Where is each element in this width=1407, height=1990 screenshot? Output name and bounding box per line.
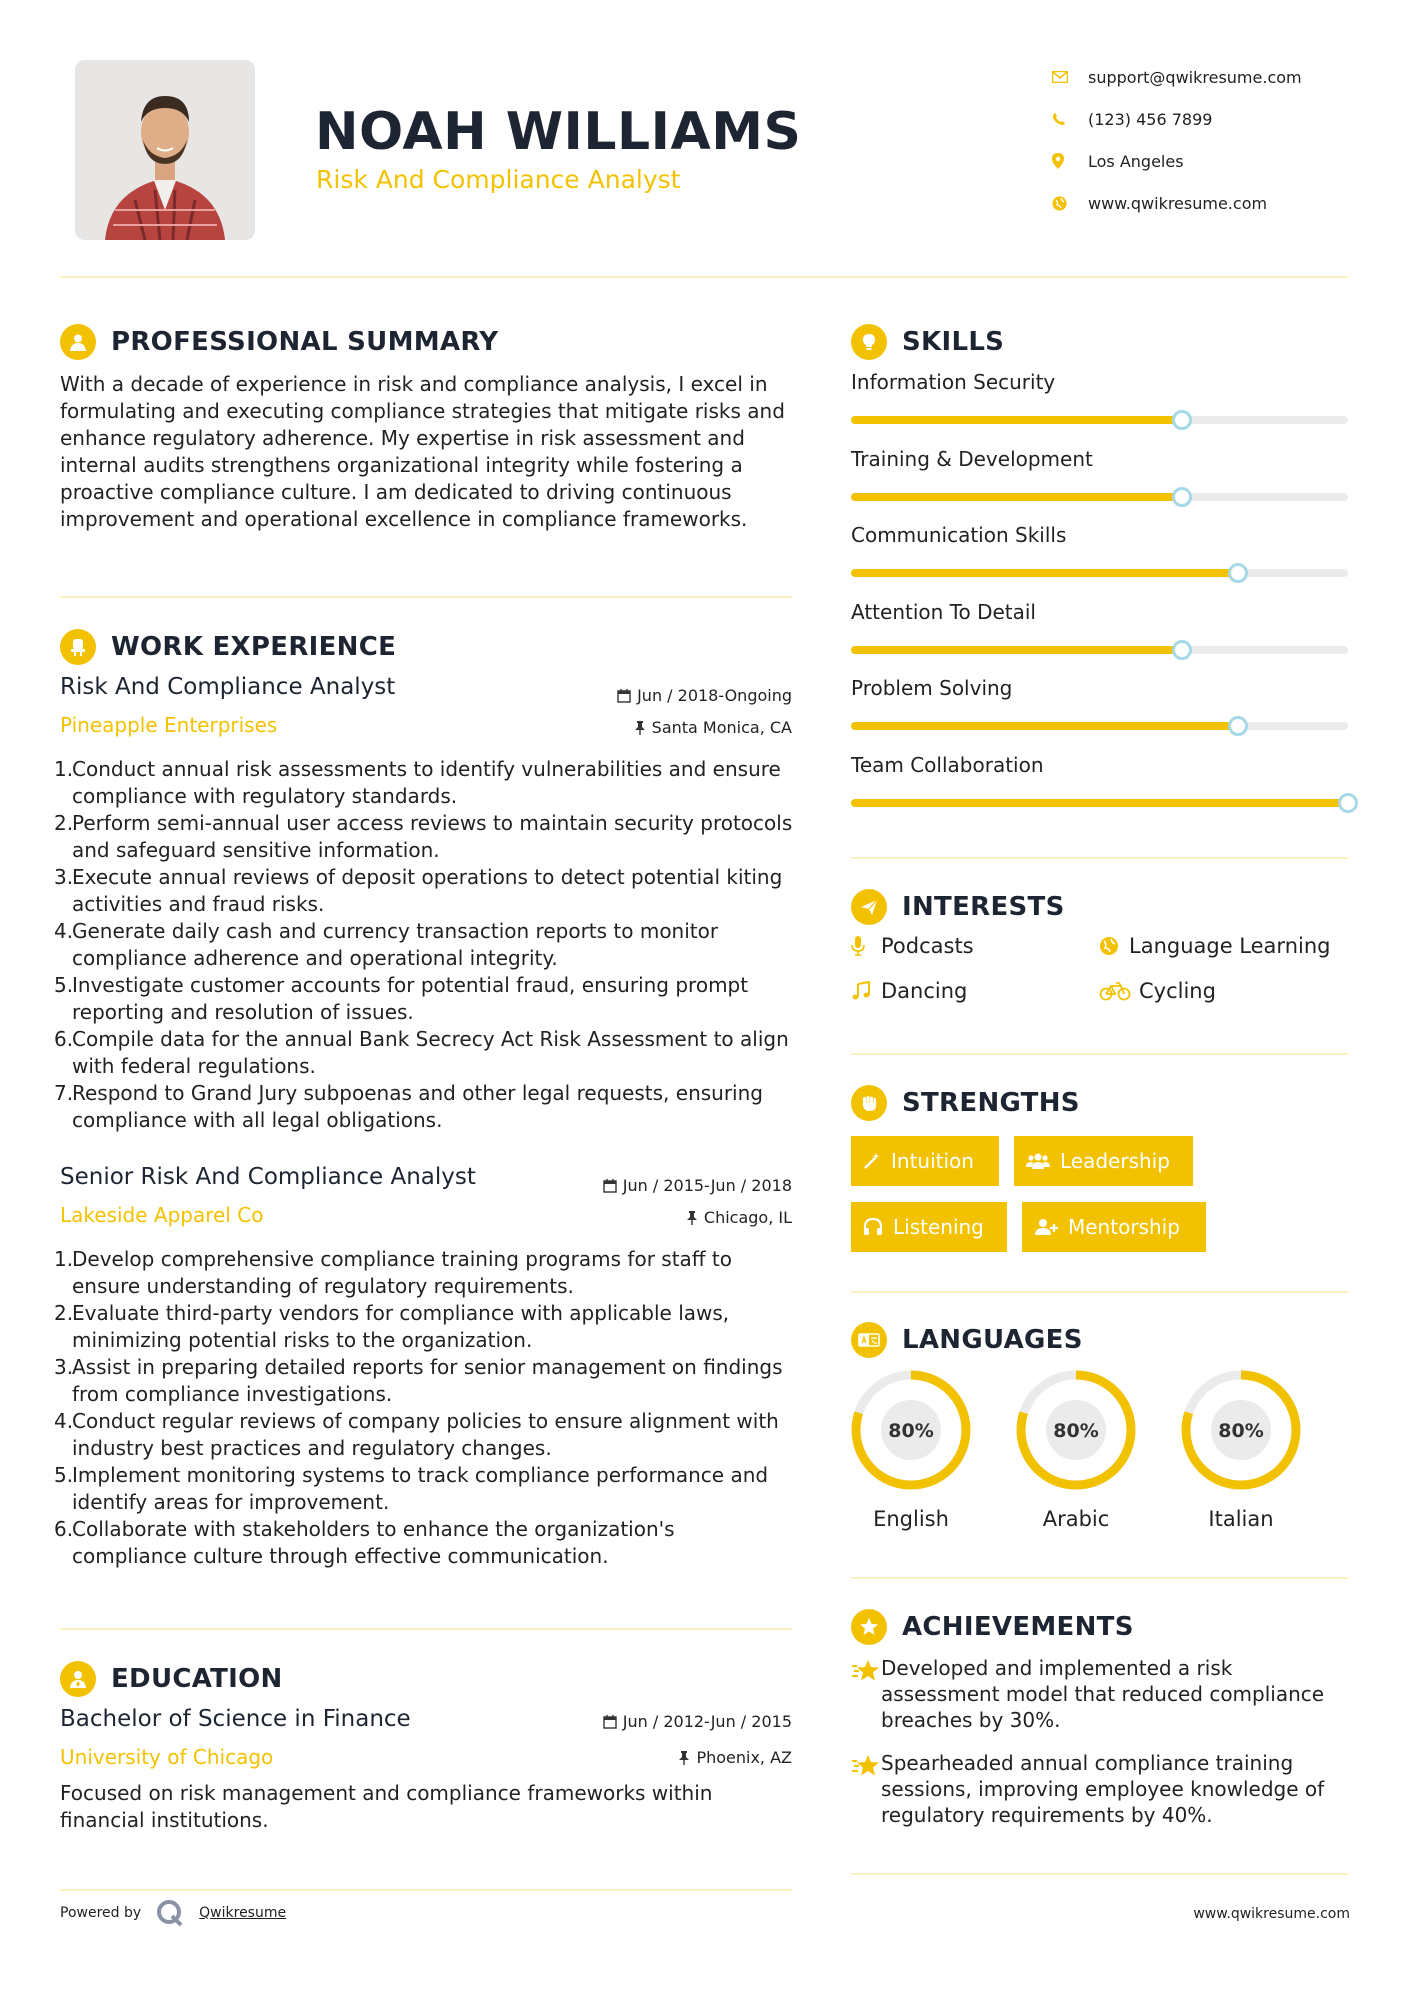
strength-label: Mentorship <box>1068 1215 1180 1239</box>
contact-location <box>1050 140 1380 182</box>
language-ring <box>1015 1369 1137 1491</box>
job-1-location <box>634 718 792 737</box>
calendar-icon <box>617 689 631 703</box>
skill-bar-knob[interactable] <box>1228 563 1248 583</box>
education-location <box>678 1748 792 1767</box>
summary-heading <box>60 324 498 360</box>
contact-website-text: www.qwikresume.com <box>1088 193 1268 213</box>
skill-bar-fill <box>851 569 1238 577</box>
star-badge-icon <box>851 1609 887 1645</box>
interest-label: Language Learning <box>1129 934 1331 958</box>
skill-bar <box>851 493 1348 501</box>
contact-email-text: support@qwikresume.com <box>1088 67 1302 87</box>
strength-badge <box>851 1202 1007 1252</box>
education-heading <box>60 1661 283 1697</box>
education-entry <box>60 1706 792 1846</box>
summary-divider <box>60 596 792 598</box>
skill-bar-fill <box>851 722 1238 730</box>
education-date-text: Jun / 2012-Jun / 2015 <box>622 1712 792 1731</box>
list-item: 5.Investigate customer accounts for potential fraud, ensuring prompt reporting and resolution of issues. <box>54 973 749 1024</box>
skill-label: Training & Development <box>851 447 1093 471</box>
achievement-text: Developed and implemented a risk assessment model that reduced compliance breaches by 30%. <box>881 1656 1325 1732</box>
achievement-item <box>851 1655 1348 1733</box>
pushpin-icon <box>634 721 646 735</box>
candidate-title: Risk And Compliance Analyst <box>316 165 681 194</box>
language-ring <box>850 1369 972 1491</box>
contact-location-text: Los Angeles <box>1088 151 1184 171</box>
strengths-divider <box>851 1291 1348 1293</box>
calendar-icon <box>603 1715 617 1729</box>
skill-bar-knob[interactable] <box>1172 410 1192 430</box>
skill-label: Communication Skills <box>851 523 1067 547</box>
skill-label: Attention To Detail <box>851 600 1036 624</box>
job-2-duties <box>54 1246 794 1570</box>
contact-phone-text: (123) 456 7899 <box>1088 109 1213 129</box>
language-arabic <box>1015 1369 1137 1531</box>
strength-badge <box>851 1136 999 1186</box>
skill-bar-fill <box>851 799 1348 807</box>
achievement-text: Spearheaded annual compliance training sessions, improving employee knowledge of regulatory requirements by 40%. <box>881 1751 1325 1827</box>
profile-photo <box>75 60 255 240</box>
pushpin-icon <box>686 1211 698 1225</box>
experience-title: WORK EXPERIENCE <box>111 632 397 662</box>
skill-label: Team Collaboration <box>851 753 1044 777</box>
magic-wand-icon <box>863 1152 881 1170</box>
languages-heading <box>851 1322 1083 1358</box>
language-italian <box>1180 1369 1302 1531</box>
paper-plane-icon <box>851 889 887 925</box>
achievements-title: ACHIEVEMENTS <box>902 1612 1134 1642</box>
experience-heading <box>60 629 396 665</box>
candidate-name: NOAH WILLIAMS <box>315 102 802 162</box>
education-date <box>603 1712 792 1731</box>
contact-phone[interactable] <box>1050 98 1380 140</box>
header-divider <box>60 276 1348 278</box>
education-location-text: Phoenix, AZ <box>696 1748 792 1767</box>
summary-title: PROFESSIONAL SUMMARY <box>111 327 499 357</box>
interest-label: Dancing <box>881 979 968 1003</box>
skills-divider <box>851 857 1348 859</box>
job-2 <box>54 1164 792 1584</box>
list-item: 2.Evaluate third-party vendors for compliance with applicable laws, minimizing potential risks to the organization. <box>54 1301 730 1352</box>
language-ring <box>1180 1369 1302 1491</box>
pushpin-icon <box>678 1751 690 1765</box>
skill-bar-fill <box>851 493 1182 501</box>
contact-email[interactable] <box>1050 56 1380 98</box>
skill-bar <box>851 646 1348 654</box>
globe-icon <box>1099 936 1129 956</box>
skill-bar-knob[interactable] <box>1228 716 1248 736</box>
skill-bar <box>851 799 1348 807</box>
lightbulb-icon <box>851 324 887 360</box>
phone-icon <box>1050 112 1088 126</box>
language-english <box>850 1369 972 1531</box>
interest-label: Cycling <box>1139 979 1216 1003</box>
achievement-item <box>851 1750 1348 1828</box>
education-title: EDUCATION <box>111 1664 283 1694</box>
education-school: University of Chicago <box>60 1745 274 1769</box>
job-1-date <box>617 686 792 705</box>
skill-bar-knob[interactable] <box>1172 640 1192 660</box>
languages-title: LANGUAGES <box>902 1325 1083 1355</box>
interests-title: INTERESTS <box>902 892 1065 922</box>
job-1-duties <box>54 756 794 1134</box>
language-percent: 80% <box>1053 1420 1099 1442</box>
interest-podcasts <box>851 934 974 958</box>
job-1 <box>54 674 793 1144</box>
graduate-icon <box>60 1661 96 1697</box>
skills-title: SKILLS <box>902 327 1005 357</box>
strength-badge <box>1014 1136 1193 1186</box>
microphone-icon <box>851 936 881 956</box>
job-2-company: Lakeside Apparel Co <box>60 1203 264 1227</box>
music-note-icon <box>851 981 881 1001</box>
list-item: 1.Develop comprehensive compliance training programs for staff to ensure understanding of regulatory requirements. <box>54 1247 733 1298</box>
list-item: 4.Generate daily cash and currency transaction reports to monitor compliance adherence and operational integrity. <box>54 919 719 970</box>
list-item: 3.Execute annual reviews of deposit operations to detect potential kiting activities and fraud risks. <box>54 865 783 916</box>
skill-bar <box>851 569 1348 577</box>
skill-bar-fill <box>851 416 1182 424</box>
envelope-icon <box>1050 71 1088 83</box>
education-divider <box>60 1889 792 1891</box>
strength-label: Listening <box>893 1215 984 1239</box>
footer-website[interactable]: www.qwikresume.com <box>1193 1906 1350 1922</box>
user-plus-icon <box>1034 1218 1058 1236</box>
list-item: 3.Assist in preparing detailed reports for senior management on findings from compliance investigations. <box>54 1355 783 1406</box>
list-item: 6.Collaborate with stakeholders to enhance the organization's compliance culture through effective communication. <box>54 1517 675 1568</box>
language-name: Arabic <box>1042 1507 1110 1531</box>
interests-heading <box>851 889 1065 925</box>
star-icon <box>851 1655 881 1733</box>
job-1-date-text: Jun / 2018-Ongoing <box>637 686 792 705</box>
user-icon <box>60 324 96 360</box>
headphones-icon <box>863 1218 883 1236</box>
list-item: 5.Implement monitoring systems to track compliance performance and identify areas for improvement. <box>54 1463 769 1514</box>
list-item: 4.Conduct regular reviews of company policies to ensure alignment with industry best practices and regulatory changes. <box>54 1409 779 1460</box>
education-degree: Bachelor of Science in Finance <box>60 1706 411 1732</box>
strengths-heading <box>851 1085 1080 1121</box>
summary-text: With a decade of experience in risk and compliance analysis, I excel in formulating and executing compliance strategies that mitigate risks and enhance regulatory adherence. My expertise in risk assessment and internal audits strengthens organizational integrity while fostering a proactive compliance culture. I am dedicated to driving continuous improvement and operational excellence in compliance frameworks. <box>60 372 785 531</box>
strength-label: Leadership <box>1060 1149 1170 1173</box>
experience-divider <box>60 1628 792 1630</box>
skills-heading <box>851 324 1004 360</box>
contact-website[interactable] <box>1050 182 1380 224</box>
language-percent: 80% <box>1218 1420 1264 1442</box>
bicycle-icon <box>1099 981 1139 1001</box>
job-1-location-text: Santa Monica, CA <box>651 718 792 737</box>
interest-cycling <box>1099 979 1216 1003</box>
fist-icon <box>851 1085 887 1121</box>
language-name: Italian <box>1208 1507 1274 1531</box>
powered-by-text: Powered by <box>60 1905 142 1921</box>
education-description: Focused on risk management and compliance frameworks within financial institutions. <box>60 1781 713 1832</box>
job-2-location <box>686 1208 792 1227</box>
interest-dancing <box>851 979 967 1003</box>
qwikresume-link[interactable]: Qwikresume <box>199 1905 287 1921</box>
language-icon <box>851 1322 887 1358</box>
map-pin-icon <box>1050 153 1088 169</box>
globe-icon <box>1050 196 1088 211</box>
job-2-location-text: Chicago, IL <box>703 1208 792 1227</box>
skill-bar-fill <box>851 646 1182 654</box>
skill-label: Problem Solving <box>851 676 1013 700</box>
job-2-date <box>603 1176 792 1195</box>
interest-language-learning <box>1099 934 1330 958</box>
skill-bar-knob[interactable] <box>1338 793 1358 813</box>
contact-list <box>1050 56 1380 224</box>
skill-bar <box>851 722 1348 730</box>
strength-label: Intuition <box>891 1149 974 1173</box>
list-item: 2.Perform semi-annual user access reviews to maintain security protocols and safeguard sensitive information. <box>54 811 793 862</box>
achievements-divider <box>851 1873 1348 1875</box>
star-icon <box>851 1750 881 1828</box>
list-item: 7.Respond to Grand Jury subpoenas and other legal requests, ensuring compliance with all legal obligations. <box>54 1081 763 1132</box>
briefcase-icon <box>60 629 96 665</box>
list-item: 6.Compile data for the annual Bank Secrecy Act Risk Assessment to align with federal regulations. <box>54 1027 789 1078</box>
skill-bar <box>851 416 1348 424</box>
interests-divider <box>851 1053 1348 1055</box>
skill-label: Information Security <box>851 370 1056 394</box>
language-name: English <box>873 1507 949 1531</box>
job-1-title: Risk And Compliance Analyst <box>60 674 396 700</box>
qwikresume-logo-icon <box>155 1898 185 1928</box>
calendar-icon <box>603 1179 617 1193</box>
interest-label: Podcasts <box>881 934 974 958</box>
users-icon <box>1026 1152 1050 1170</box>
languages-divider <box>851 1577 1348 1579</box>
job-2-date-text: Jun / 2015-Jun / 2018 <box>622 1176 792 1195</box>
footer-powered-by <box>60 1898 286 1928</box>
skill-bar-knob[interactable] <box>1172 487 1192 507</box>
job-1-company: Pineapple Enterprises <box>60 713 278 737</box>
strength-badge <box>1022 1202 1206 1252</box>
achievements-heading <box>851 1609 1134 1645</box>
job-2-title: Senior Risk And Compliance Analyst <box>60 1164 476 1190</box>
strengths-title: STRENGTHS <box>902 1088 1080 1118</box>
language-percent: 80% <box>888 1420 934 1442</box>
list-item: 1.Conduct annual risk assessments to identify vulnerabilities and ensure compliance with regulatory standards. <box>54 757 781 808</box>
